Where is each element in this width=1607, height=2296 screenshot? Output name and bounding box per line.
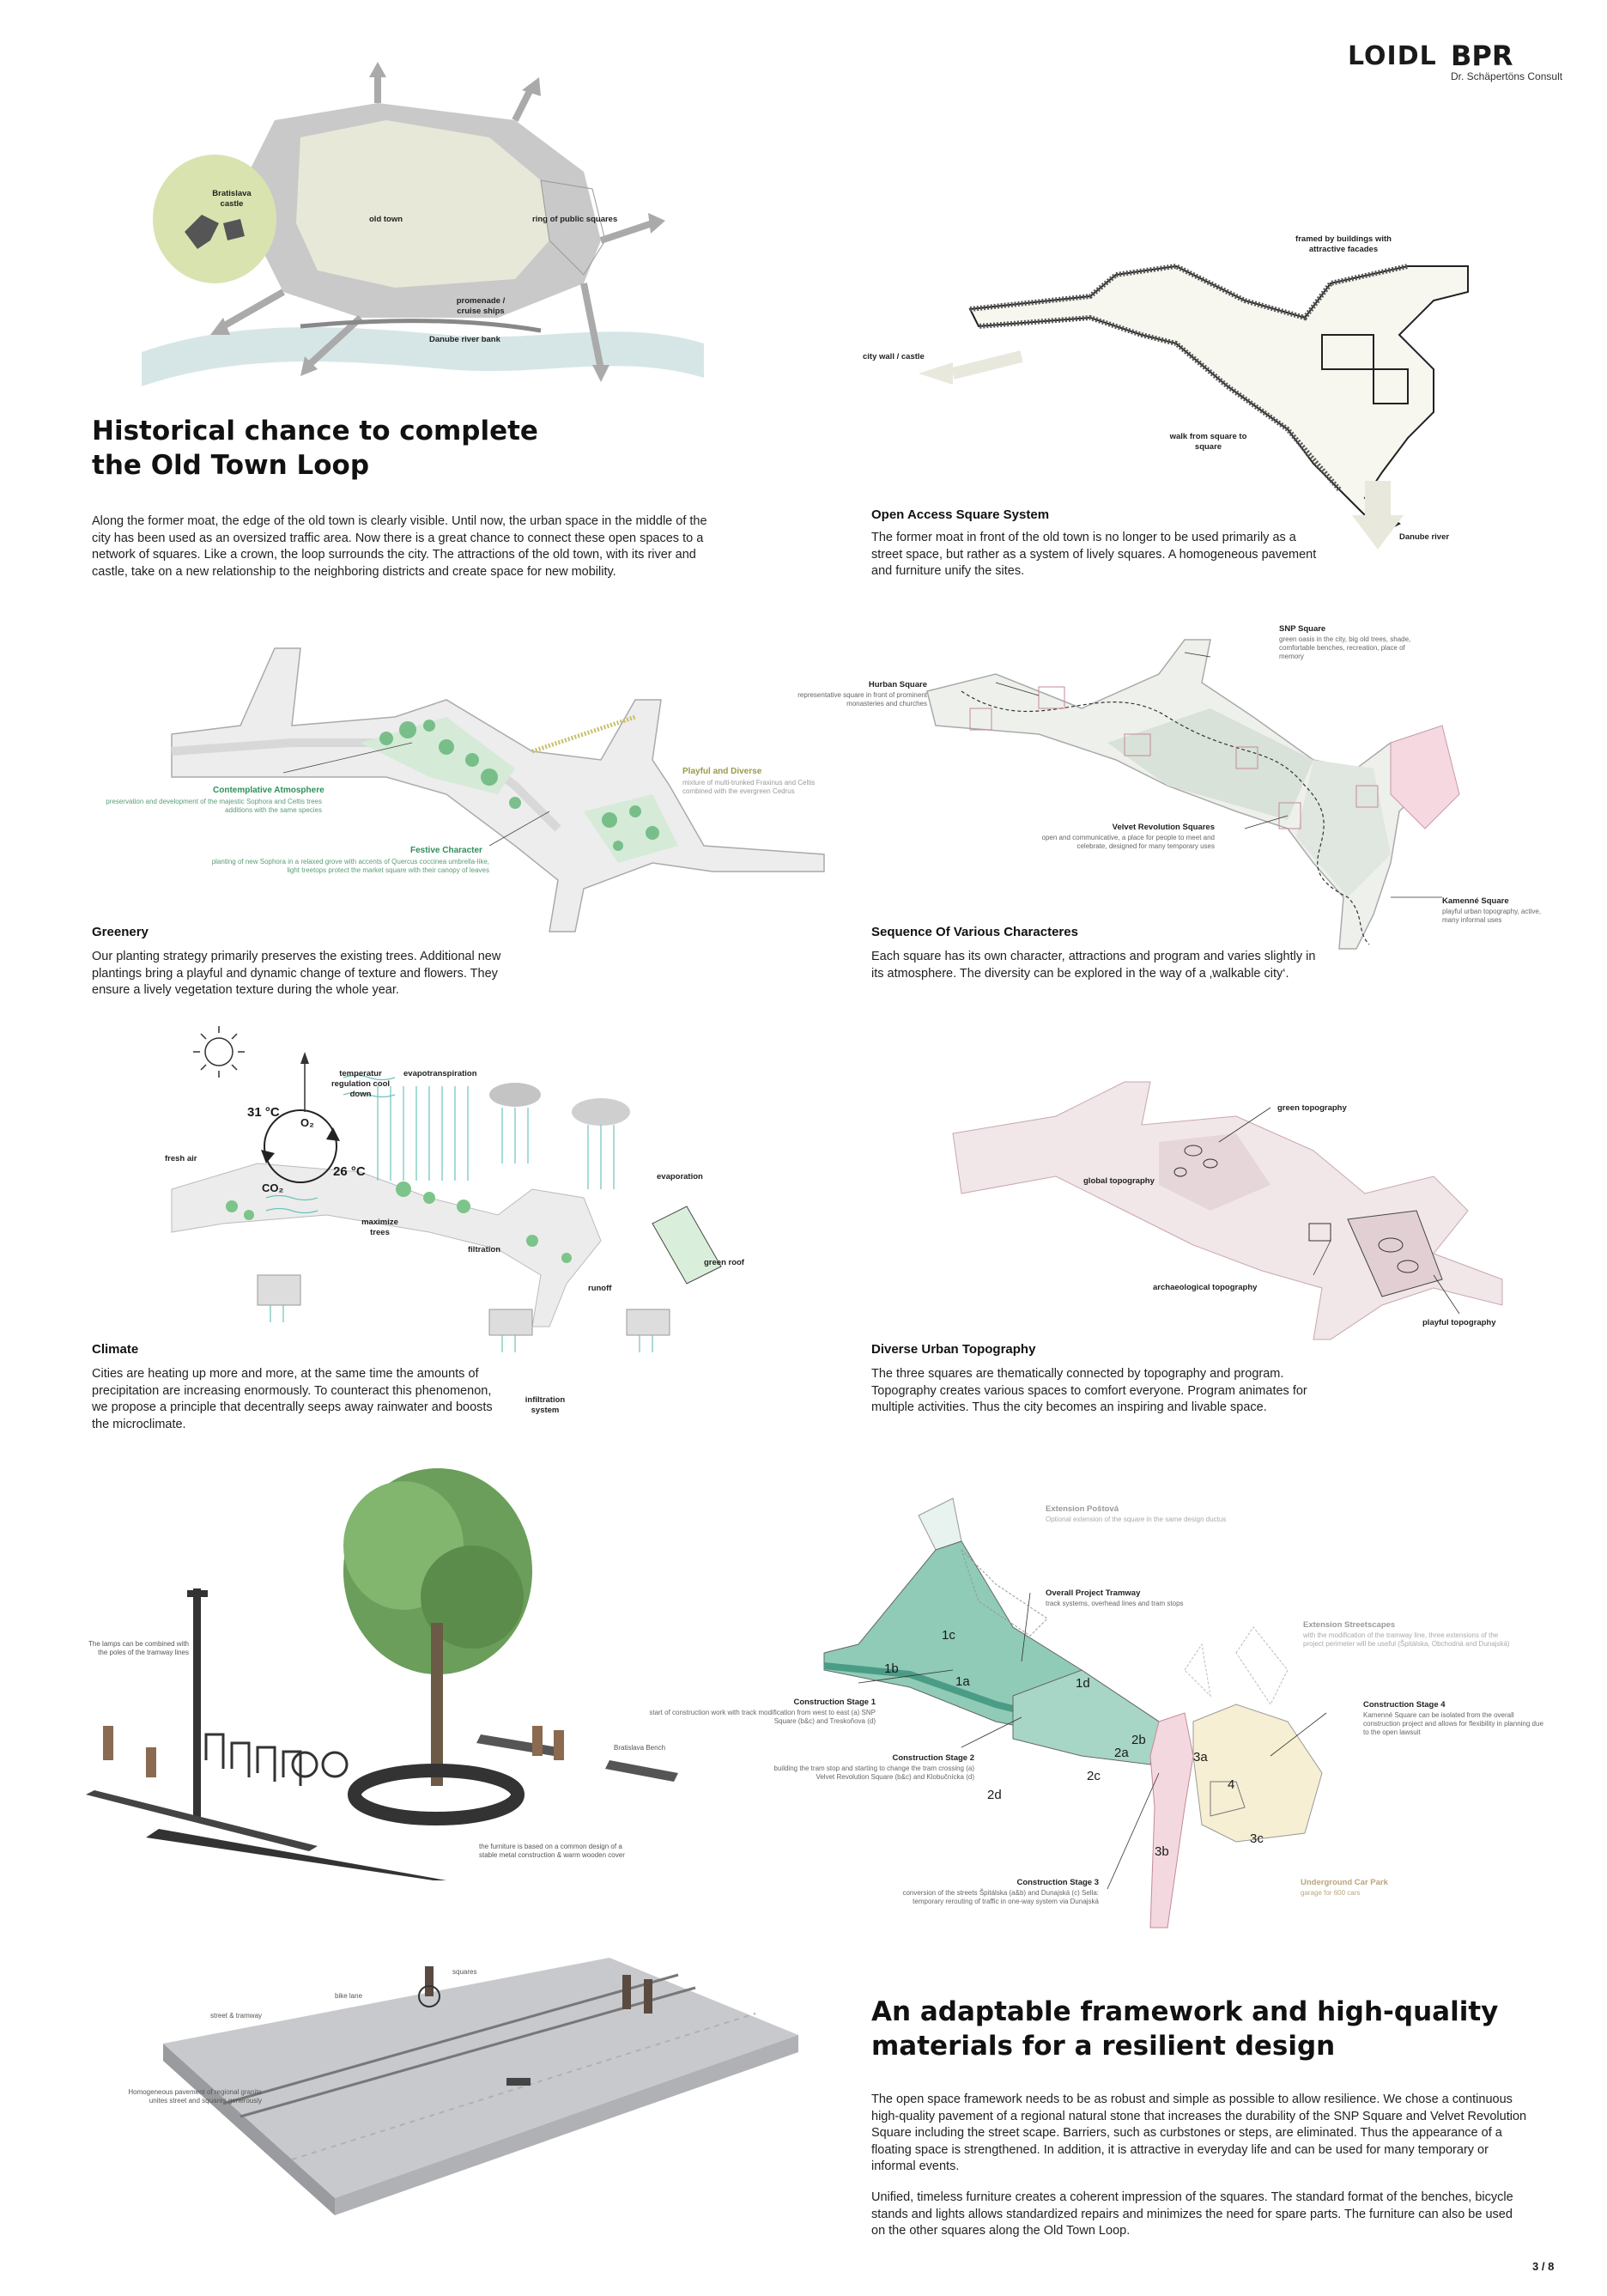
section2-heading: Open Access Square System bbox=[871, 507, 1050, 522]
page-number: 3 / 8 bbox=[1532, 2260, 1555, 2273]
section4-heading: Sequence Of Various Characteres bbox=[871, 925, 1078, 939]
label-danube-bank: Danube river bank bbox=[429, 335, 500, 344]
label-stage2: Construction Stage 2 bbox=[892, 1753, 974, 1763]
label-temp-31: 31 °C bbox=[247, 1105, 280, 1120]
label-ext-postova-sub: Optional extension of the square in the same design ductus bbox=[1046, 1515, 1227, 1523]
zone-3b: 3b bbox=[1155, 1844, 1169, 1859]
section10-title-line1: An adaptable framework and high-quality bbox=[871, 1996, 1499, 2027]
label-temp-26: 26 °C bbox=[333, 1164, 366, 1179]
label-stage4: Construction Stage 4 bbox=[1363, 1700, 1446, 1710]
sequence-diagram bbox=[910, 640, 1511, 949]
section10-body2: Unified, timeless furniture creates a coherent impression of the squares. The standard format of the benches, bicycle stands and lights allows standardized repairs and minimizes the need for spare parts. The furniture can also be used on the other squares along the Old Town Loop. bbox=[871, 2190, 1513, 2238]
zone-3a: 3a bbox=[1193, 1750, 1208, 1765]
zone-2d: 2d bbox=[987, 1788, 1002, 1802]
section6-body: The three squares are thematically connected by topography and program. Topography creates various spaces to comfort everyone. Program animates for multiple activities. Thus the city becomes an inspiring and livable space. bbox=[871, 1367, 1307, 1414]
section4-body: Each square has its own character, attractions and program and varies slightly in its atmosphere. The diversity can be explored in the way of a ‚walkable city‘. bbox=[871, 950, 1316, 981]
furniture-illustration bbox=[77, 1451, 695, 1880]
label-playful-diverse-sub: mixture of multi-trunked Fraxinus and Celtis combined with the evergreen Cedrus bbox=[682, 779, 816, 795]
label-kamenne-square-sub: playful urban topography, active, many informal uses bbox=[1442, 908, 1542, 924]
label-filtration: filtration bbox=[468, 1245, 500, 1254]
label-fresh-air: fresh air bbox=[165, 1154, 197, 1163]
logo-bpr-subtitle: Dr. Schäpertöns Consult bbox=[1451, 70, 1563, 82]
section1-title-line2: the Old Town Loop bbox=[92, 450, 370, 481]
label-framed-buildings: framed by buildings with attractive facades bbox=[1295, 234, 1392, 254]
label-evaporation: evaporation bbox=[657, 1172, 703, 1181]
label-green-topography: green topography bbox=[1277, 1103, 1347, 1113]
label-green-roof: green roof bbox=[704, 1258, 744, 1267]
label-o2: O₂ bbox=[300, 1116, 314, 1129]
zone-1b: 1b bbox=[884, 1661, 899, 1676]
zone-2a: 2a bbox=[1114, 1746, 1129, 1760]
label-festive: Festive Character bbox=[410, 846, 482, 855]
label-stage1: Construction Stage 1 bbox=[793, 1698, 876, 1707]
label-festive-sub: planting of new Sophora in a relaxed grove with accents of Quercus coccinea umbrella-like, light treetops protect the market square with their canopy of leaves bbox=[211, 858, 489, 874]
label-ext-streetscapes-sub: with the modification of the tramway line, three extensions of the project perimeter will be useful (Špitálska, Obchodná and Dunajská) bbox=[1303, 1631, 1510, 1648]
label-squares: squares bbox=[452, 1968, 477, 1976]
label-ring-squares: ring of public squares bbox=[532, 215, 618, 224]
zone-1c: 1c bbox=[942, 1628, 955, 1643]
zone-3c: 3c bbox=[1250, 1831, 1264, 1846]
label-temp-regulation: temperatur regulation cool down bbox=[330, 1069, 391, 1099]
label-snp-square: SNP Square bbox=[1279, 624, 1326, 634]
label-evapotranspiration: evapotranspiration bbox=[403, 1069, 477, 1078]
section1-title-line1: Historical chance to complete bbox=[92, 416, 538, 446]
zone-2c: 2c bbox=[1087, 1769, 1101, 1783]
label-bratislava-bench: Bratislava Bench bbox=[614, 1744, 666, 1752]
logo-loidl: LOIDL bbox=[1348, 41, 1437, 71]
label-promenade: promenade / cruise ships bbox=[456, 296, 506, 316]
label-bike-lane: bike lane bbox=[335, 1992, 363, 2000]
label-hurban-square: Hurban Square bbox=[868, 680, 927, 689]
label-danube-river: Danube river bbox=[1399, 532, 1450, 542]
label-ext-postova: Extension Poštová bbox=[1046, 1504, 1119, 1514]
section10-title-line2: materials for a resilient design bbox=[871, 2031, 1336, 2062]
label-stage4-sub: Kamenné Square can be isolated from the overall construction project and allows for flexibility in planning due to the open lawsuit bbox=[1363, 1711, 1543, 1736]
label-contemplative: Contemplative Atmosphere bbox=[213, 786, 324, 795]
topography-diagram bbox=[953, 1082, 1511, 1339]
label-underground-parking-sub: garage for 600 cars bbox=[1301, 1889, 1361, 1897]
zone-1a: 1a bbox=[955, 1674, 970, 1689]
label-contemplative-sub: preservation and development of the majestic Sophora and Celtis trees additions with the same species bbox=[106, 798, 322, 814]
zone-1d: 1d bbox=[1076, 1676, 1090, 1691]
label-castle: Bratislava castle bbox=[212, 189, 252, 209]
label-maximize-trees: maximize trees bbox=[361, 1218, 398, 1237]
label-overall-tramway: Overall Project Tramway bbox=[1046, 1588, 1141, 1598]
label-stage2-sub: building the tram stop and starting to change the tram crossing (a) Velvet Revolution Square (b&c) and Klobučnícka (d) bbox=[773, 1765, 974, 1781]
label-city-wall: city wall / castle bbox=[863, 352, 925, 361]
label-old-town: old town bbox=[369, 215, 403, 224]
label-walk-square: walk from square to square bbox=[1169, 432, 1247, 452]
label-global-topography: global topography bbox=[1083, 1176, 1155, 1186]
section3-body: Our planting strategy primarily preserves the existing trees. Additional new plantings bring a playful and dynamic change of texture and flowers. They ensure a lively vegetation texture during the whole year. bbox=[92, 950, 501, 997]
label-runoff: runoff bbox=[588, 1284, 612, 1293]
construction-stages-map bbox=[824, 1498, 1356, 1928]
label-kamenne-square: Kamenné Square bbox=[1442, 896, 1509, 906]
section3-heading: Greenery bbox=[92, 925, 149, 939]
old-town-loop-diagram bbox=[137, 69, 721, 395]
label-snp-square-sub: green oasis in the city, big old trees, shade, comfortable benches, recreation, place of memory bbox=[1279, 635, 1411, 660]
label-stage3: Construction Stage 3 bbox=[1016, 1878, 1099, 1887]
label-co2: CO₂ bbox=[262, 1181, 284, 1194]
section10-body1: The open space framework needs to be as robust and simple as possible to allow resilience. We chose a continuous high-quality pavement of a regional natural stone that increases the durability of the SNP Square and Velvet Revolution Square including the street scape. Barriers, such as curbstones or steps, are eliminated. Thus the appearance of a floating space is strengthened. In addition, it is attractive in everyday life and can be used for many temporary or informal events. bbox=[871, 2093, 1527, 2173]
logo-bpr: BPR bbox=[1451, 39, 1513, 72]
label-hurban-square-sub: representative square in front of prominent monasteries and churches bbox=[797, 691, 927, 708]
label-ext-streetscapes: Extension Streetscapes bbox=[1303, 1620, 1396, 1630]
label-furniture-design: the furniture is based on a common design of a stable metal construction & warm wooden cover bbox=[479, 1843, 625, 1859]
label-lamps: The lamps can be combined with the poles of the tramway lines bbox=[88, 1640, 189, 1656]
label-street-tramway: street & tramway bbox=[210, 2012, 263, 2020]
label-pavement: Homogeneous pavement of regional granite unites street and squares generously bbox=[128, 2088, 262, 2105]
section5-body: Cities are heating up more and more, at the same time the amounts of precipitation are increasing enormously. To counteract this phenomenon, we propose a principle that decentrally seeps away rainwater and boosts the microclimate. bbox=[92, 1367, 493, 1431]
section1-body: Along the former moat, the edge of the old town is clearly visible. Until now, the urban space in the middle of the city has been used as an oversized traffic area. Now there is a great chance to connect these open spaces to a network of squares. Like a crown, the loop surrounds the city. The attractions of the old town, with its river and castle, take on a new relationship to the neighboring districts and create space for new mobility. bbox=[92, 514, 707, 579]
label-archaeological-topography: archaeological topography bbox=[1153, 1283, 1258, 1292]
label-underground-parking: Underground Car Park bbox=[1301, 1878, 1388, 1887]
label-playful-diverse: Playful and Diverse bbox=[682, 767, 762, 776]
label-playful-topography: playful topography bbox=[1422, 1318, 1496, 1327]
zone-2b: 2b bbox=[1131, 1733, 1146, 1747]
label-velvet-squares-sub: open and communicative, a place for people to meet and celebrate, designed for many temporary uses bbox=[1041, 834, 1215, 850]
label-stage1-sub: start of construction work with track modification from west to east (a) SNP Square (b&c) and Treskoňova (d) bbox=[649, 1709, 876, 1725]
label-stage3-sub: conversion of the streets Špitálska (a&b) and Dunajská (c) Sella: temporary rerouting of traffic in one-way system via Dunajská bbox=[902, 1889, 1099, 1905]
section2-body: The former moat in front of the old town is no longer to be used primarily as a street space, but rather as a system of lively squares. A homogeneous pavement and furniture unify the sites. bbox=[871, 531, 1317, 578]
square-system-diagram bbox=[919, 215, 1537, 558]
climate-diagram bbox=[172, 1026, 773, 1404]
label-infiltration: infiltration system bbox=[525, 1395, 566, 1415]
label-overall-tramway-sub: track systems, overhead lines and tram stops bbox=[1046, 1600, 1184, 1607]
label-velvet-squares: Velvet Revolution Squares bbox=[1112, 823, 1215, 832]
section5-heading: Climate bbox=[92, 1342, 139, 1357]
zone-4: 4 bbox=[1228, 1777, 1235, 1792]
section6-heading: Diverse Urban Topography bbox=[871, 1342, 1036, 1357]
